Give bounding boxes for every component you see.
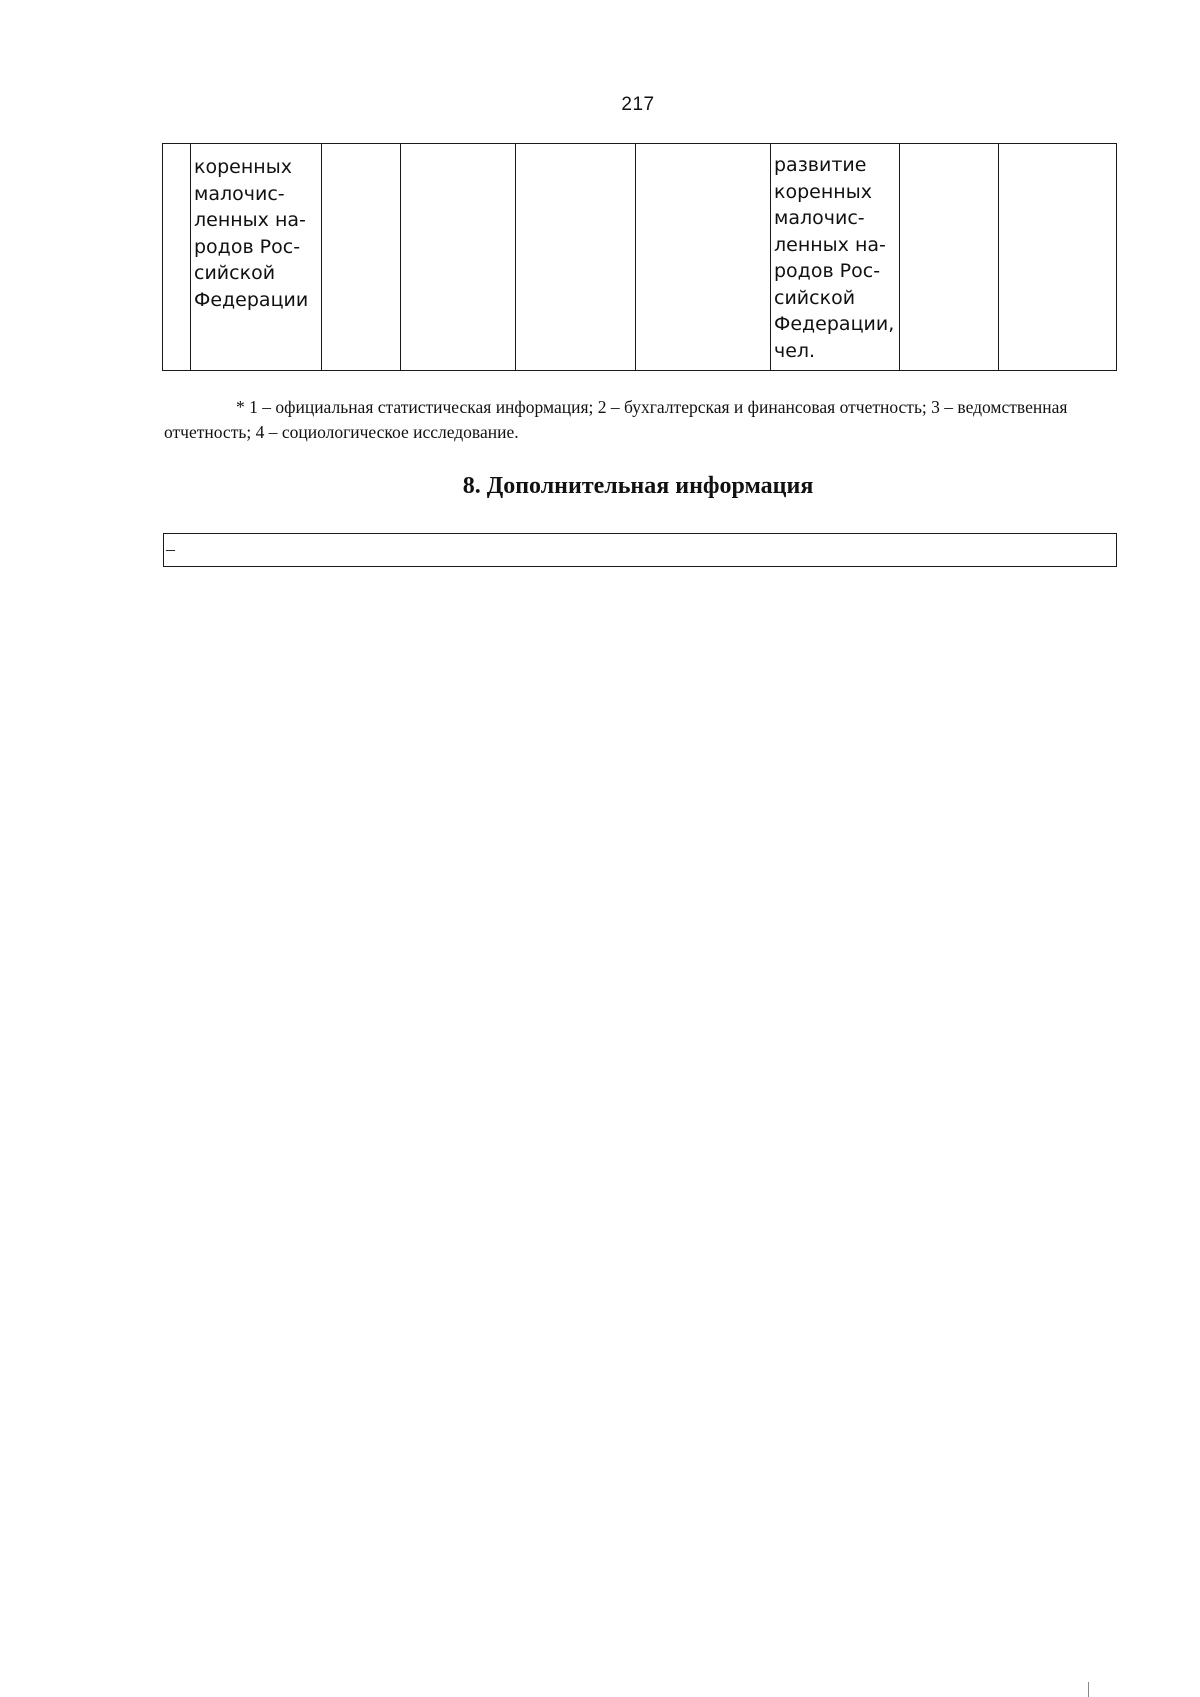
- additional-info-text: –: [166, 539, 175, 559]
- indicator-table-continuation: [162, 143, 1117, 371]
- cell-line: Федерации,: [774, 313, 895, 335]
- cell-line: сийской: [774, 286, 856, 309]
- table-cell-empty: [636, 144, 771, 371]
- cell-line: ленных на-: [194, 209, 306, 231]
- cell-line: коренных: [194, 156, 292, 178]
- cell-line: коренных: [774, 180, 872, 203]
- table-cell-number: [163, 144, 191, 371]
- cell-line: чел.: [774, 339, 816, 362]
- cell-line: ленных на-: [774, 233, 886, 256]
- page-number: 217: [621, 94, 655, 115]
- cell-line: родов Рос-: [194, 235, 301, 258]
- cell-line: сийской: [194, 262, 276, 284]
- cell-line: Федерации: [194, 288, 309, 311]
- table-cell-goal: [191, 144, 322, 371]
- table-cell-empty: [900, 144, 999, 371]
- table-cell-empty: [401, 144, 516, 371]
- cell-line: развитие: [774, 154, 867, 176]
- additional-info-box: [163, 533, 1117, 567]
- scan-mark: [1088, 1682, 1089, 1697]
- cell-line: малочис-: [774, 207, 865, 229]
- cell-line: родов Рос-: [774, 260, 881, 282]
- table-row: [163, 144, 1117, 371]
- table-cell-empty: [999, 144, 1117, 371]
- footnote: * 1 – официальная статистическая информация; 2 – бухгалтерская и финансовая отчетность; 3 – ведомственная отчетность; 4 – социологическое исследование.: [164, 397, 1068, 442]
- section-title: 8. Дополнительная информация: [462, 473, 814, 499]
- table-cell-indicator: [771, 144, 900, 371]
- table-cell-empty: [322, 144, 401, 371]
- cell-line: малочис-: [194, 182, 285, 205]
- table-cell-empty: [516, 144, 636, 371]
